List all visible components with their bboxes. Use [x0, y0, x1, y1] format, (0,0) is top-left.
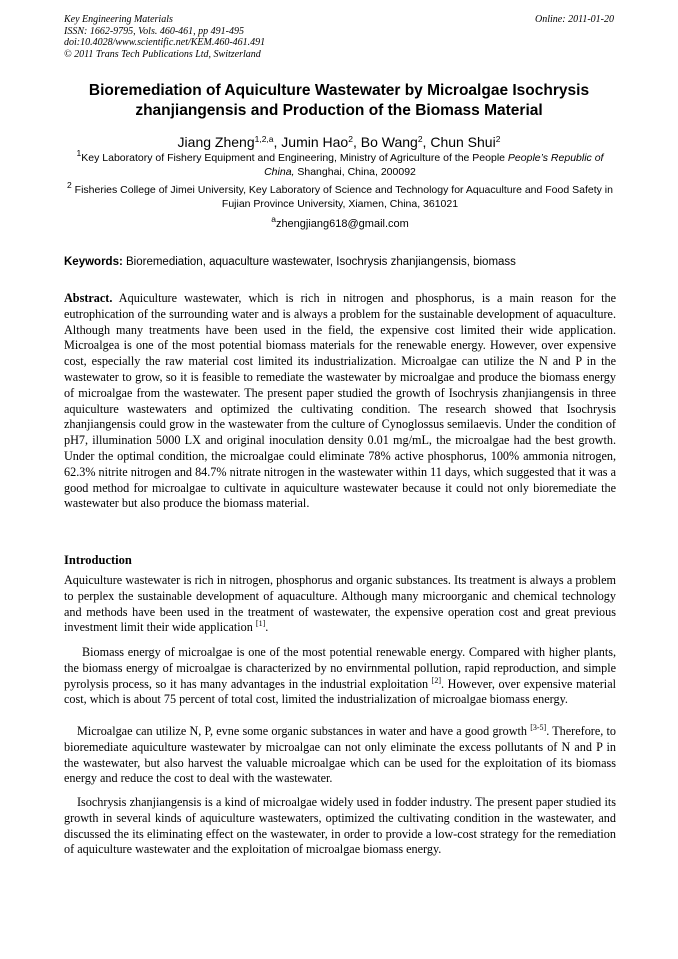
intro-paragraph-3 [64, 724, 616, 787]
paragraph-text: Biomass energy of microalgae is one of the most potential renewable energy. Compared with higher plants, the biomass energy of microalgae is characterized by no envirnmental pollution, rapid reproduction, and simple pyrolysis process, so it has many advantages in the industrial exploitation [64, 645, 616, 691]
author-separator: , [352, 134, 361, 150]
paragraph-end: . Therefore, to bioremediate aquiculture wastewater by microalgae can not only eliminate the excess pollutants of N and P in the wastewater, but also harvest the valuable microalgae which can be used for the exploitation of its biomass energy and reduce the cost to deal with the wastewater. [64, 724, 616, 786]
affiliation-2 [62, 180, 618, 211]
corresponding-email [62, 214, 618, 231]
affiliation-city: Shanghai, China, 200092 [294, 166, 416, 178]
issn-line: ISSN: 1662-9795, Vols. 460-461, pp 491-495 [64, 25, 244, 37]
copyright-line: © 2011 Trans Tech Publications Ltd, Switzerland [64, 48, 261, 60]
online-date: Online: 2011-01-20 [535, 14, 614, 25]
title-line-2: zhanjiangensis and Production of the Biomass Material [135, 102, 543, 119]
citation-ref: [3-5] [530, 723, 547, 732]
affiliation-marker: 2 [67, 180, 72, 190]
paragraph-end: . However, over expensive material cost, which is about 75 percent of total cost, limited the industrialization of microalgae biomass energy. [64, 676, 616, 707]
author-separator: , [422, 134, 431, 150]
email-marker: a [271, 214, 276, 224]
intro-paragraph-2 [64, 645, 616, 708]
email-address: zhengjiang618@gmail.com [275, 218, 409, 230]
author-affiliation-marker: 2 [495, 134, 501, 144]
title-line-1: Bioremediation of Aquiculture Wastewater by Microalgae Isochrysis [88, 82, 590, 99]
author-name: Bo Wang [360, 134, 418, 150]
author-affiliation-marker: 2 [348, 134, 353, 144]
author-list [40, 133, 638, 151]
paragraph-text: Aquiculture wastewater is rich in nitrogen, phosphorus and organic substances. Its treatment is always a problem to perplex the sustainable development of aquaculture. Although many microorganic and chemical technology and methods have been used in the treatment of wastewater, the expensive operation cost and great previous investment limit their wide application [64, 573, 616, 635]
keywords-line [64, 255, 616, 270]
doi-line: doi:10.4028/www.scientific.net/KEM.460-461.491 [64, 37, 266, 48]
affiliation-text: Fisheries College of Jimei University, Key Laboratory of Science and Technology for Aquaculture and Food Safety in Fujian Province University, Xiamen, China, 361021 [71, 184, 613, 210]
author-name: Chun Shui [430, 134, 496, 150]
author-name: Jiang Zheng [177, 134, 255, 150]
paragraph-end: . [265, 620, 269, 635]
affiliation-1 [62, 148, 618, 179]
paragraph-text: Microalgae can utilize N, P, evne some organic substances in water and have a good growth [77, 724, 531, 738]
intro-paragraph-4: Isochrysis zhanjiangensis is a kind of microalgae widely used in fodder industry. The present paper studied its growth in several kinds of aquiculture wastewaters, optimized the cultivating condition in the wastewater, and discussed the its eliminating effect on the wastewater, in order to provide a low-cost strategy for the remediation of aquiculture wastewater and the exploitation of microalgae biomass energy. [64, 795, 616, 857]
running-header [64, 14, 614, 60]
abstract [64, 291, 616, 512]
affiliation-marker: 1 [76, 148, 82, 158]
author-name: Jumin Hao [281, 134, 349, 150]
author-separator: , [273, 134, 282, 150]
journal-name: Key Engineering Materials [64, 14, 173, 25]
author-affiliation-marker: 1,2,a [254, 134, 274, 144]
affiliation-country: People’s Republic of China, [264, 152, 604, 178]
intro-paragraph-1 [64, 573, 616, 636]
author-affiliation-marker: 2 [417, 134, 423, 144]
affiliation-text: Key Laboratory of Fishery Equipment and Engineering, Ministry of Agriculture of the People [81, 152, 508, 164]
section-heading-introduction: Introduction [64, 553, 132, 567]
abstract-label: Abstract. [64, 291, 113, 305]
keywords-text: Bioremediation, aquaculture wastewater, Isochrysis zhanjiangensis, biomass [122, 256, 516, 268]
citation-ref: [2] [431, 675, 441, 685]
keywords-label: Keywords: [64, 256, 123, 268]
paper-title [56, 81, 622, 121]
citation-ref: [1] [255, 619, 266, 629]
abstract-text: Aquiculture wastewater, which is rich in nitrogen and phosphorus, is a main reason for the eutrophication of the surrounding water and is always a problem for the sustainable development of aquaculture. Although many treatments have been used in the field, the expensive cost limited their wide application. Microalgea is one of the most potential biomass materials for the renewable energy. However, over expensive cost, especially the raw material cost limited its industrialization. Microalgae can utilize the N and P in the wastewater to grow, so it is feasible to remediate the wastewater by microalgae and produce the biomass energy of microalgae from the wastewater. The present paper studied the growth of Isochrysis zhanjiangensis in three aquiculture wastewaters and optimized the cultivating condition. The research showed that Isochrysis zhanjiangensis could grow in the wastewater from the culture of Cynoglossus semilaevis. Under the condition of pH7, illumination 5000 LX and original inoculation density 0.01 mg/mL, the microalgae had the best growth. Under the optimal condition, the microalgae could eliminate 78% active phosphorus, 100% ammonia nitrogen, 62.3% nitrite nitrogen and 84.7% nitrate nitrogen in the wastewater within 11 days, which suggested that it was a good method for microalgae to cultivate in aquiculture wastewater because it could not only bioremediate the wastewater but also produce the biomass material. [64, 291, 616, 511]
